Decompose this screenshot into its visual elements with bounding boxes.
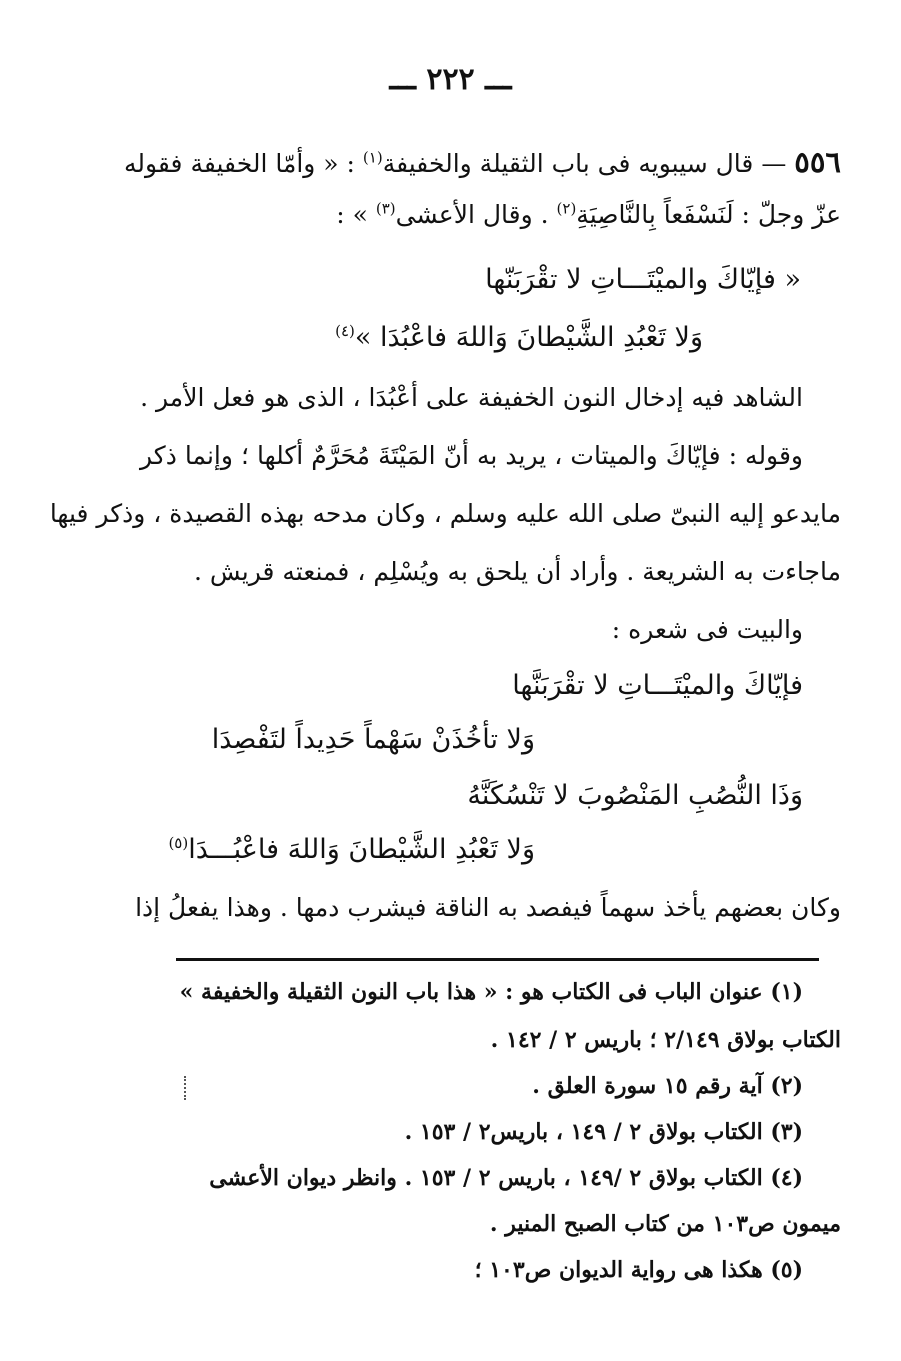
footnote-ref-5[interactable]: (٥) — [168, 834, 189, 852]
paragraph-line: مايدعو إليه النبىّ صلى الله عليه وسلم ، وكان مدحه بهذه القصيدة ، وذكر فيها — [49, 499, 841, 528]
poem-line: وَلا تأخُذَنْ سَهْماً حَدِيداً لتَفْصِدَا — [211, 724, 535, 755]
footnote-2: (٢) آية رقم ١٥ سورة العلق . — [532, 1073, 803, 1099]
poem-line — [168, 828, 535, 872]
footnote-5: (٥) هكذا هى رواية الديوان ص١٠٣ ؛ — [474, 1257, 803, 1283]
poem-line: فإيّاكَ والميْتَـــاتِ لا تقْرَبَنَّها — [512, 670, 803, 701]
footnote-divider — [176, 958, 819, 961]
footnote-ref-4[interactable]: (٤) — [335, 322, 355, 340]
paragraph-line: ماجاءت به الشريعة . وأراد أن يلحق به ويُسْلِم ، فمنعته قريش . — [194, 557, 841, 586]
paragraph-line: وقوله : فإيّاكَ والميتات ، يريد به أنّ المَيْتَةَ مُحَرَّمٌ أكلها ؛ وإنما ذكر — [140, 441, 803, 470]
footnote-ref-1[interactable]: (١) — [362, 148, 383, 167]
page-number: ـــ ٢٢٢ ـــ — [389, 62, 512, 97]
paragraph-text: » : — [336, 200, 376, 229]
paragraph-line: والبيت فى شعره : — [611, 615, 803, 644]
paragraph-text: . وقال الأعشى — [395, 200, 557, 229]
paragraph-number: ٥٥٦ — [794, 145, 841, 179]
quoted-verse-line — [335, 316, 703, 360]
quoted-verse-line: « فإيّاكَ والميْتَـــاتِ لا تقْرَبَنّها — [485, 264, 801, 295]
footnote-1-line: (١) عنوان الباب فى الكتاب هو : « هذا باب النون الثقيلة والخفيفة » — [179, 979, 803, 1005]
paragraph-text: عزّ وجلّ : لَنَسْفَعاً بِالنَّاصِيَةِ — [576, 200, 841, 229]
paragraph-line: وكان بعضهم يأخذ سهماً فيفصد به الناقة فيشرب دمها . وهذا يفعلُ إذا — [135, 893, 841, 922]
footnote-3: (٣) الكتاب بولاق ٢ / ١٤٩ ، باريس٢ / ١٥٣ . — [404, 1119, 803, 1145]
verse-text: وَلا تَعْبُدِ الشَّيْطانَ وَاللهَ فاعْبُدَا » — [354, 322, 703, 353]
paragraph-line: الشاهد فيه إدخال النون الخفيفة على أعْبُدَا ، الذى هو فعل الأمر . — [140, 383, 803, 412]
paragraph-text: : « وأمّا الخفيفة فقوله — [123, 149, 363, 178]
footnote-ref-3[interactable]: (٣) — [375, 199, 396, 218]
footnote-4-line: (٤) الكتاب بولاق ٢ /١٤٩ ، باريس ٢ / ١٥٣ . وانظر ديوان الأعشى — [209, 1165, 803, 1191]
paragraph-556-line — [123, 142, 841, 184]
paragraph-line — [140, 195, 841, 235]
poem-line: وَذَا النُّصُبِ المَنْصُوبَ لا تَنْسُكَنَّهُ — [467, 780, 803, 811]
footnote-ref-2[interactable]: (٢) — [556, 199, 577, 218]
footnote-1-line: الكتاب بولاق ٢/١٤٩ ؛ باريس ٢ / ١٤٢ . — [490, 1027, 841, 1053]
scan-mark — [184, 1076, 190, 1100]
paragraph-text: — قال سيبويه فى باب الثقيلة والخفيفة — [382, 149, 795, 178]
footnote-4-line: ميمون ص١٠٣ من كتاب الصبح المنير . — [489, 1211, 841, 1237]
poem-text: وَلا تَعْبُدِ الشَّيْطانَ وَاللهَ فاعْبُـــدَا — [188, 834, 535, 865]
